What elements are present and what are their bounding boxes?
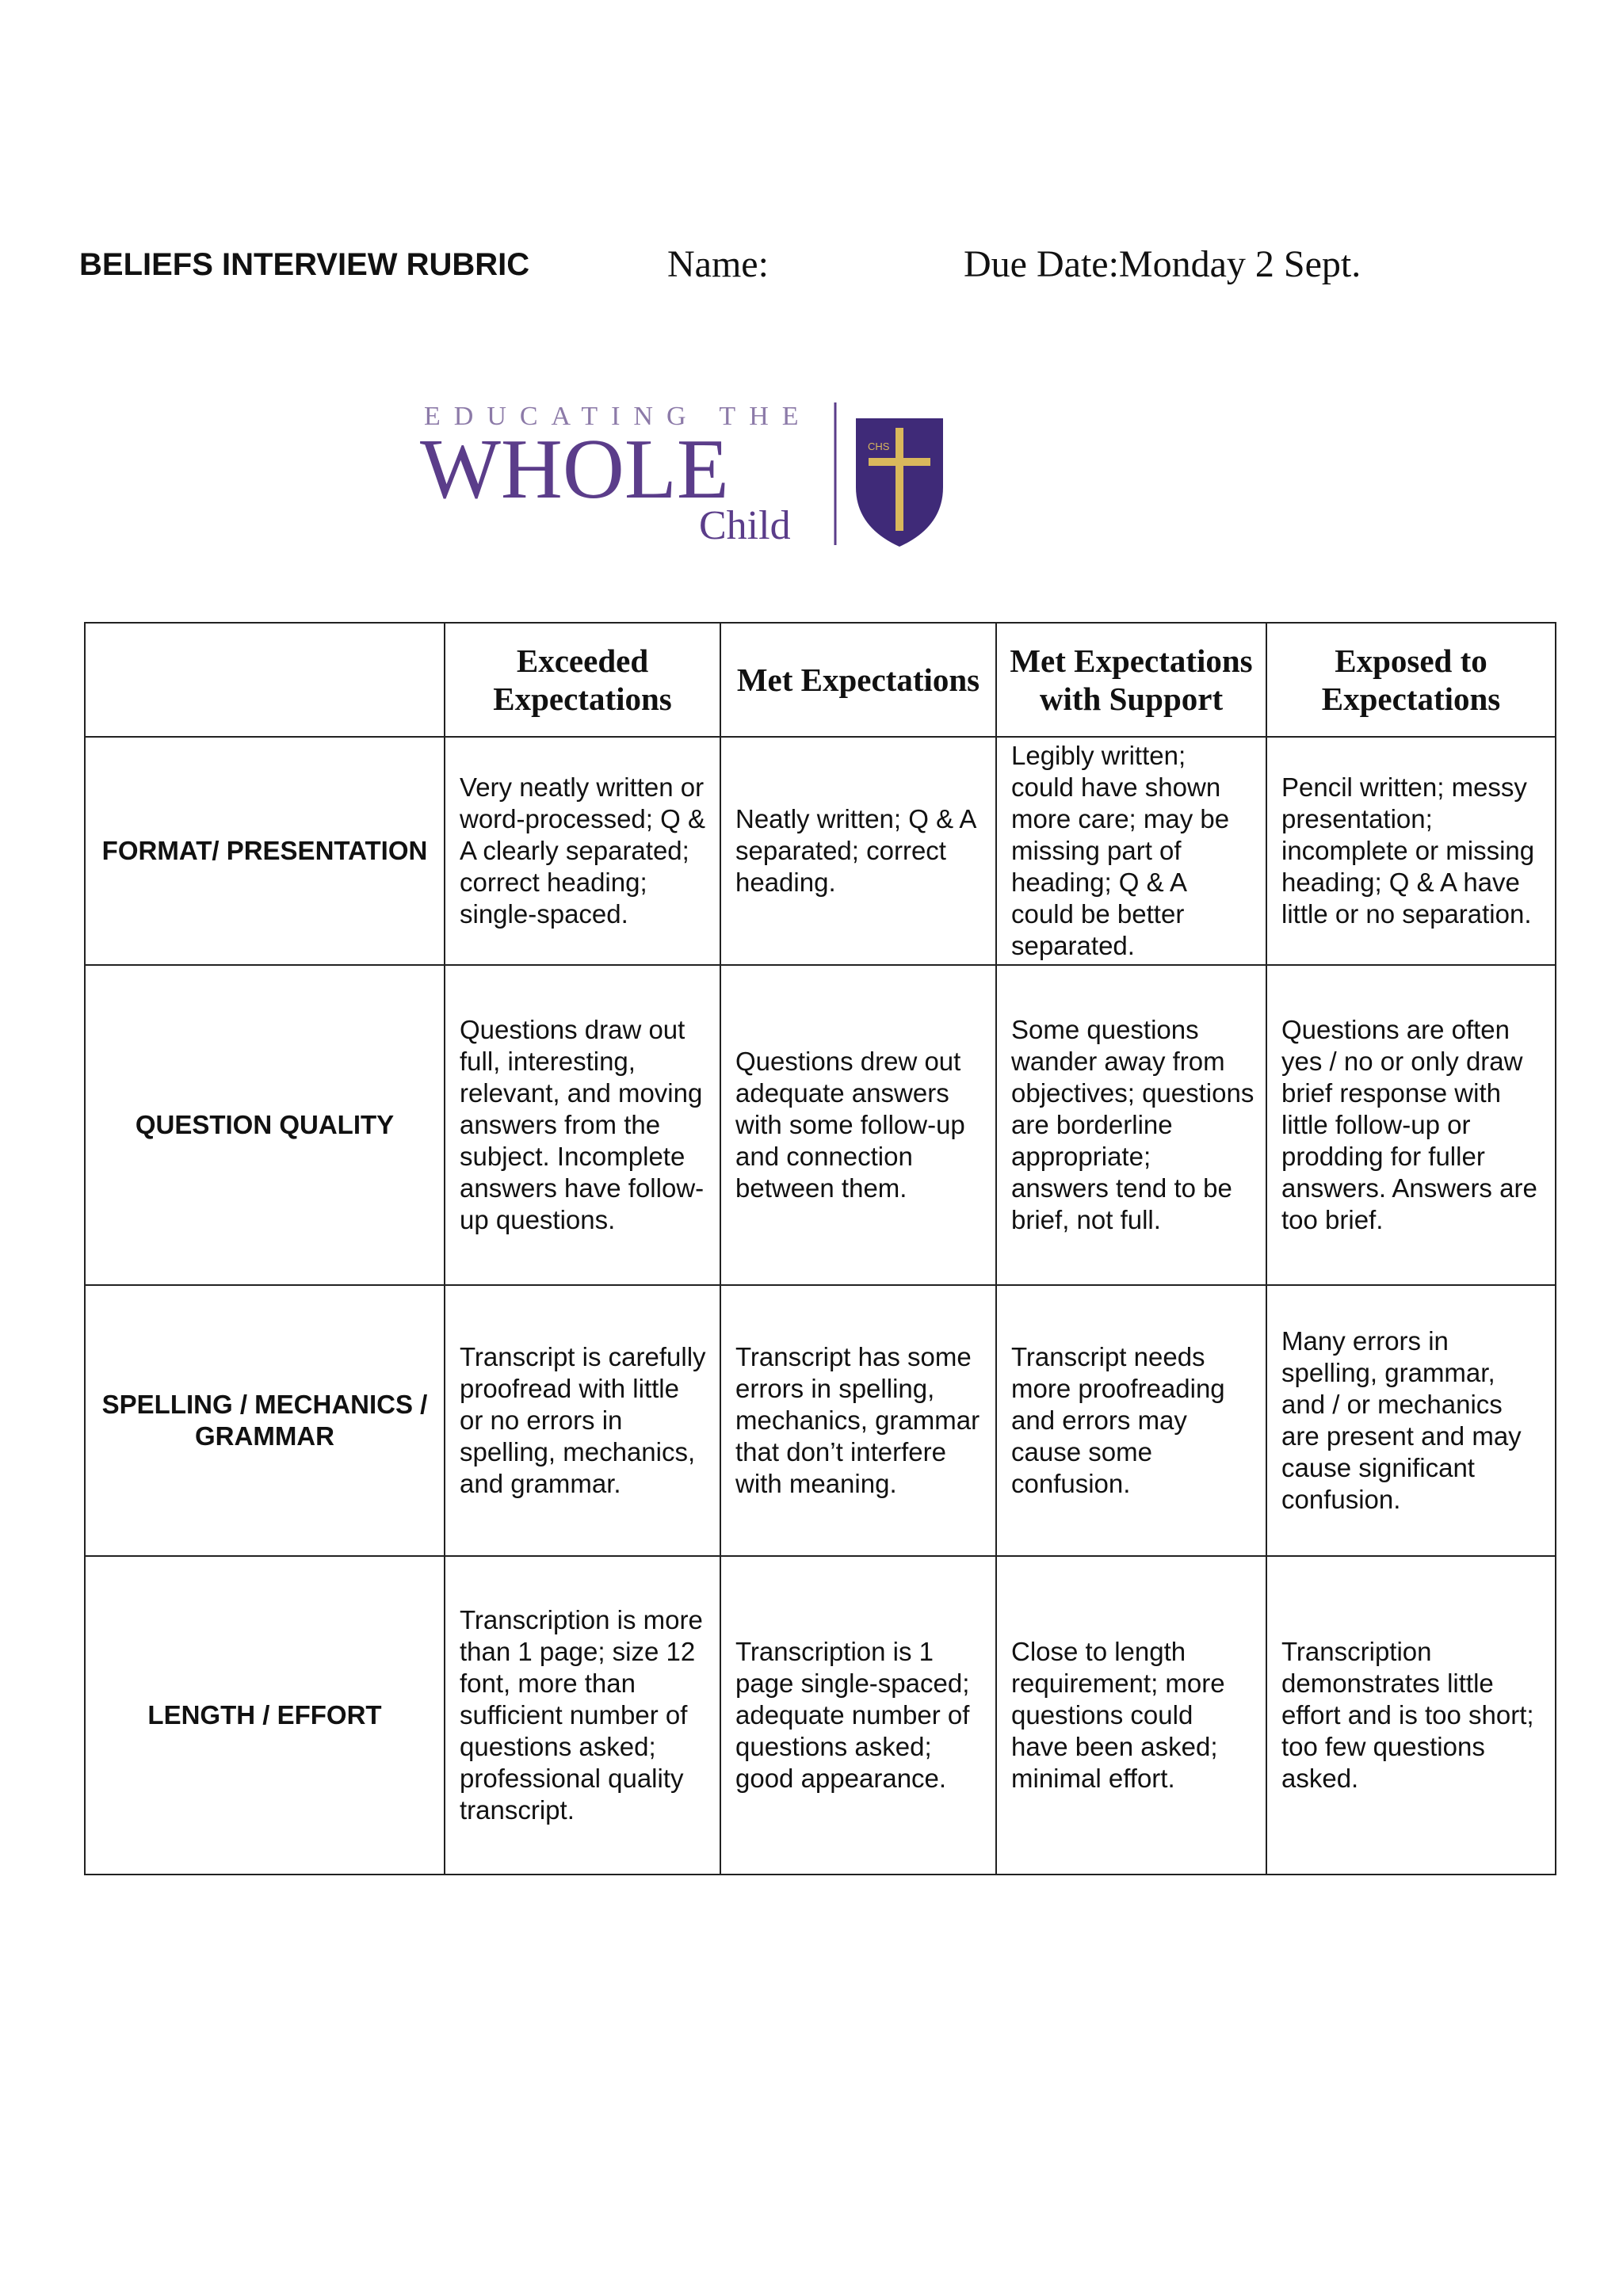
column-header-exceeded: Exceeded Expectations (445, 623, 720, 737)
rubric-cell: Questions draw out full, interesting, relevant, and moving answers from the subject. Incomplete answers have follow-up questions. (445, 965, 720, 1285)
criterion-spelling-mechanics-grammar: SPELLING / MECHANICS / GRAMMAR (85, 1285, 445, 1556)
rubric-cell: Questions are often yes / no or only draw brief response with little follow-up or prodding for fuller answers. Answers are too brief. (1266, 965, 1556, 1285)
table-row (85, 1285, 1556, 1556)
rubric-cell: Questions drew out adequate answers with some follow-up and connection between them. (720, 965, 996, 1285)
criterion-length-effort: LENGTH / EFFORT (85, 1556, 445, 1875)
rubric-cell: Many errors in spelling, grammar, and / or mechanics are present and may cause significant confusion. (1266, 1285, 1556, 1556)
header-row (85, 623, 1556, 737)
rubric-cell: Transcription is 1 page single-spaced; adequate number of questions asked; good appearance. (720, 1556, 996, 1875)
name-label: Name: (667, 243, 769, 285)
shield-text: CHS (868, 441, 890, 452)
table-row (85, 737, 1556, 965)
criterion-format-presentation: FORMAT/ PRESENTATION (85, 737, 445, 965)
rubric-cell: Transcription demonstrates little effort and is too short; too few questions asked. (1266, 1556, 1556, 1875)
logo-line3: Child (699, 503, 791, 548)
logo-line1: EDUCATING THE (424, 402, 812, 431)
criterion-question-quality: QUESTION QUALITY (85, 965, 445, 1285)
shield-icon (856, 418, 943, 547)
educating-whole-child-logo (420, 396, 975, 551)
rubric-cell: Transcription is more than 1 page; size 12 font, more than sufficient number of questions asked; professional quality transcript. (445, 1556, 720, 1875)
table-row (85, 965, 1556, 1285)
corner-cell (85, 623, 445, 737)
rubric-cell: Some questions wander away from objectives; questions are borderline appropriate; answers tend to be brief, not full. (996, 965, 1266, 1285)
rubric-cell: Neatly written; Q & A separated; correct heading. (720, 737, 996, 965)
table-row (85, 1556, 1556, 1875)
rubric-cell: Close to length requirement; more questions could have been asked; minimal effort. (996, 1556, 1266, 1875)
rubric-title: BELIEFS INTERVIEW RUBRIC (79, 247, 530, 282)
rubric-cell: Transcript is carefully proofread with little or no errors in spelling, mechanics, and grammar. (445, 1285, 720, 1556)
column-header-met: Met Expectations (720, 623, 996, 737)
due-date: Due Date:Monday 2 Sept. (964, 243, 1361, 285)
column-header-met-with-support: Met Expectations with Support (996, 623, 1266, 737)
rubric-cell: Pencil written; messy presentation; incomplete or missing heading; Q & A have little or no separation. (1266, 737, 1556, 965)
rubric-cell: Legibly written; could have shown more care; may be missing part of heading; Q & A could be better separated. (996, 737, 1266, 965)
rubric-cell: Very neatly written or word-processed; Q & A clearly separated; correct heading; single-spaced. (445, 737, 720, 965)
column-header-exposed: Exposed to Expectations (1266, 623, 1556, 737)
rubric-cell: Transcript needs more proofreading and errors may cause some confusion. (996, 1285, 1266, 1556)
logo-line2: WHOLE (420, 422, 729, 517)
rubric-table (84, 622, 1556, 1875)
rubric-cell: Transcript has some errors in spelling, mechanics, grammar that don’t interfere with meaning. (720, 1285, 996, 1556)
